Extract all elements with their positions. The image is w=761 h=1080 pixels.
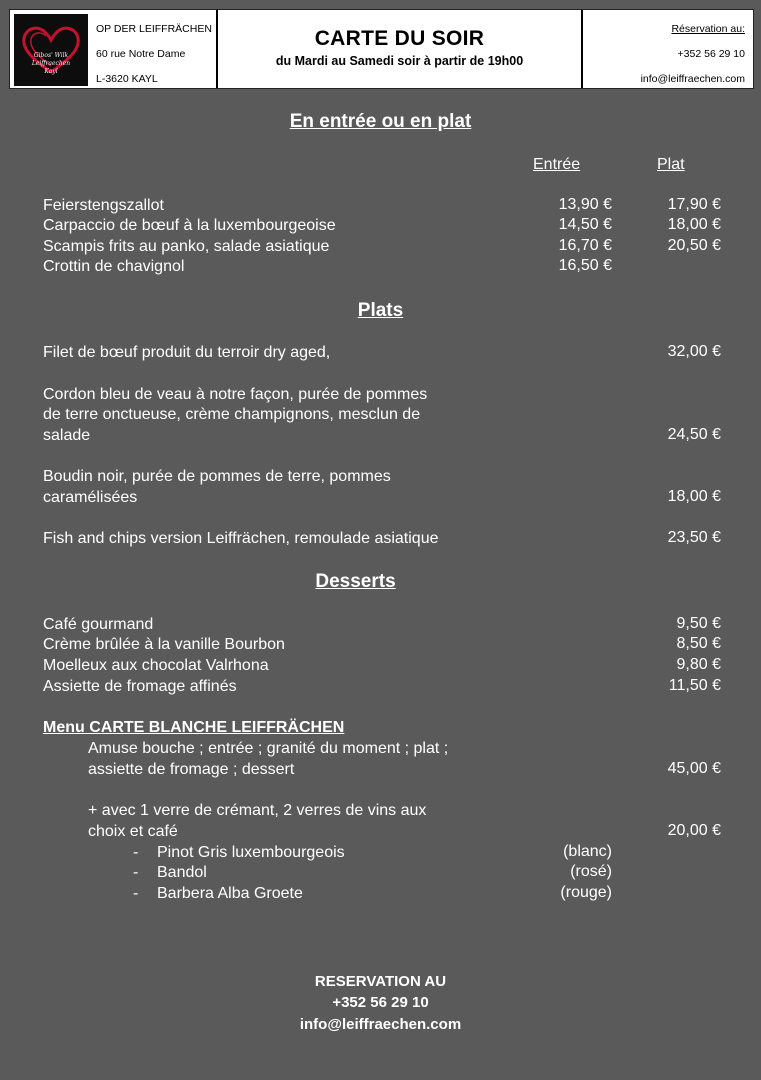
starter-plat-price: 18,00 € bbox=[667, 216, 721, 233]
plat-line: Filet de bœuf produit du terroir dry aged, bbox=[43, 344, 331, 361]
menu-blanche-price: 45,00 € bbox=[667, 760, 721, 777]
logo-line-1: Gibos' Wilk bbox=[33, 52, 69, 59]
dessert-name: Moelleux aux chocolat Valrhona bbox=[43, 657, 269, 674]
dessert-name: Crème brûlée à la vanille Bourbon bbox=[43, 636, 285, 653]
reservation-phone: +352 56 29 10 bbox=[677, 48, 745, 60]
title-block bbox=[218, 10, 583, 88]
menu-wine-desc: choix et café bbox=[88, 823, 178, 840]
menu-blanche-heading: Menu CARTE BLANCHE LEIFFRÄCHEN bbox=[43, 719, 345, 736]
wine-name: Bandol bbox=[157, 864, 207, 881]
starter-entree-price: 16,50 € bbox=[558, 257, 612, 274]
wine-name: Pinot Gris luxembourgeois bbox=[157, 844, 345, 861]
page-subtitle: du Mardi au Samedi soir à partir de 19h00 bbox=[275, 54, 524, 68]
menu-blanche-desc: Amuse bouche ; entrée ; granité du moment ; plat ; bbox=[88, 740, 449, 757]
plat-line: de terre onctueuse, crème champignons, mesclun de bbox=[43, 406, 421, 423]
dessert-price: 9,80 € bbox=[676, 656, 721, 673]
starter-entree-price: 13,90 € bbox=[558, 196, 612, 213]
plat-line: salade bbox=[43, 427, 91, 444]
starter-entree-price: 14,50 € bbox=[558, 216, 612, 233]
starter-name: Scampis frits au panko, salade asiatique bbox=[43, 238, 330, 255]
plat-line: Boudin noir, purée de pommes de terre, pommes bbox=[43, 468, 391, 485]
dessert-price: 8,50 € bbox=[676, 635, 721, 652]
section-heading-plats: Plats bbox=[357, 300, 404, 321]
plat-line: caramélisées bbox=[43, 489, 138, 506]
column-header-entree: Entrée bbox=[533, 156, 581, 173]
logo-line-3: Kayl bbox=[44, 68, 58, 75]
plat-price: 24,50 € bbox=[667, 426, 721, 443]
column-header-plat: Plat bbox=[657, 156, 685, 173]
address-street: 60 rue Notre Dame bbox=[96, 48, 186, 60]
dessert-price: 9,50 € bbox=[676, 615, 721, 632]
starter-plat-price: 17,90 € bbox=[667, 196, 721, 213]
starter-name: Feierstengszallot bbox=[43, 197, 164, 214]
heart-icon bbox=[14, 14, 88, 86]
restaurant-logo bbox=[14, 14, 88, 86]
reservation-block bbox=[583, 10, 753, 88]
section-heading-desserts: Desserts bbox=[315, 571, 396, 592]
logo-line-2: Leiffraechen bbox=[31, 60, 71, 67]
menu-header bbox=[9, 9, 754, 89]
page-title: CARTE DU SOIR bbox=[314, 27, 485, 50]
menu-wine-desc: + avec 1 verre de crémant, 2 verres de vins aux bbox=[88, 802, 427, 819]
menu-wine-price: 20,00 € bbox=[667, 822, 721, 839]
wine-dash: - bbox=[133, 864, 139, 881]
menu-blanche-desc: assiette de fromage ; dessert bbox=[88, 761, 295, 778]
plat-price: 23,50 € bbox=[667, 529, 721, 546]
dessert-name: Café gourmand bbox=[43, 616, 154, 633]
wine-type: (rosé) bbox=[570, 863, 612, 880]
plat-price: 18,00 € bbox=[667, 488, 721, 505]
footer-reservation-label: RESERVATION AU bbox=[314, 973, 447, 990]
reservation-label: Réservation au: bbox=[671, 23, 745, 35]
starter-plat-price: 20,50 € bbox=[667, 237, 721, 254]
wine-name: Barbera Alba Groete bbox=[157, 885, 303, 902]
section-heading-starters: En entrée ou en plat bbox=[289, 111, 472, 132]
plat-price: 32,00 € bbox=[667, 343, 721, 360]
footer-phone: +352 56 29 10 bbox=[332, 994, 429, 1011]
address-name: OP DER LEIFFRÄCHEN bbox=[96, 23, 212, 35]
plat-line: Fish and chips version Leiffrächen, remoulade asiatique bbox=[43, 530, 439, 547]
starter-name: Carpaccio de bœuf à la luxembourgeoise bbox=[43, 217, 336, 234]
wine-dash: - bbox=[133, 885, 139, 902]
wine-type: (blanc) bbox=[563, 843, 612, 860]
footer-email[interactable]: info@leiffraechen.com bbox=[299, 1016, 462, 1033]
address-city: L-3620 KAYL bbox=[96, 73, 158, 85]
dessert-price: 11,50 € bbox=[668, 677, 721, 694]
wine-type: (rouge) bbox=[560, 884, 612, 901]
dessert-name: Assiette de fromage affinés bbox=[43, 678, 237, 695]
starter-entree-price: 16,70 € bbox=[558, 237, 612, 254]
plat-line: Cordon bleu de veau à notre façon, purée de pommes bbox=[43, 386, 428, 403]
reservation-email[interactable]: info@leiffraechen.com bbox=[640, 73, 745, 85]
wine-dash: - bbox=[133, 844, 139, 861]
starter-name: Crottin de chavignol bbox=[43, 258, 185, 275]
address-block bbox=[88, 10, 218, 88]
